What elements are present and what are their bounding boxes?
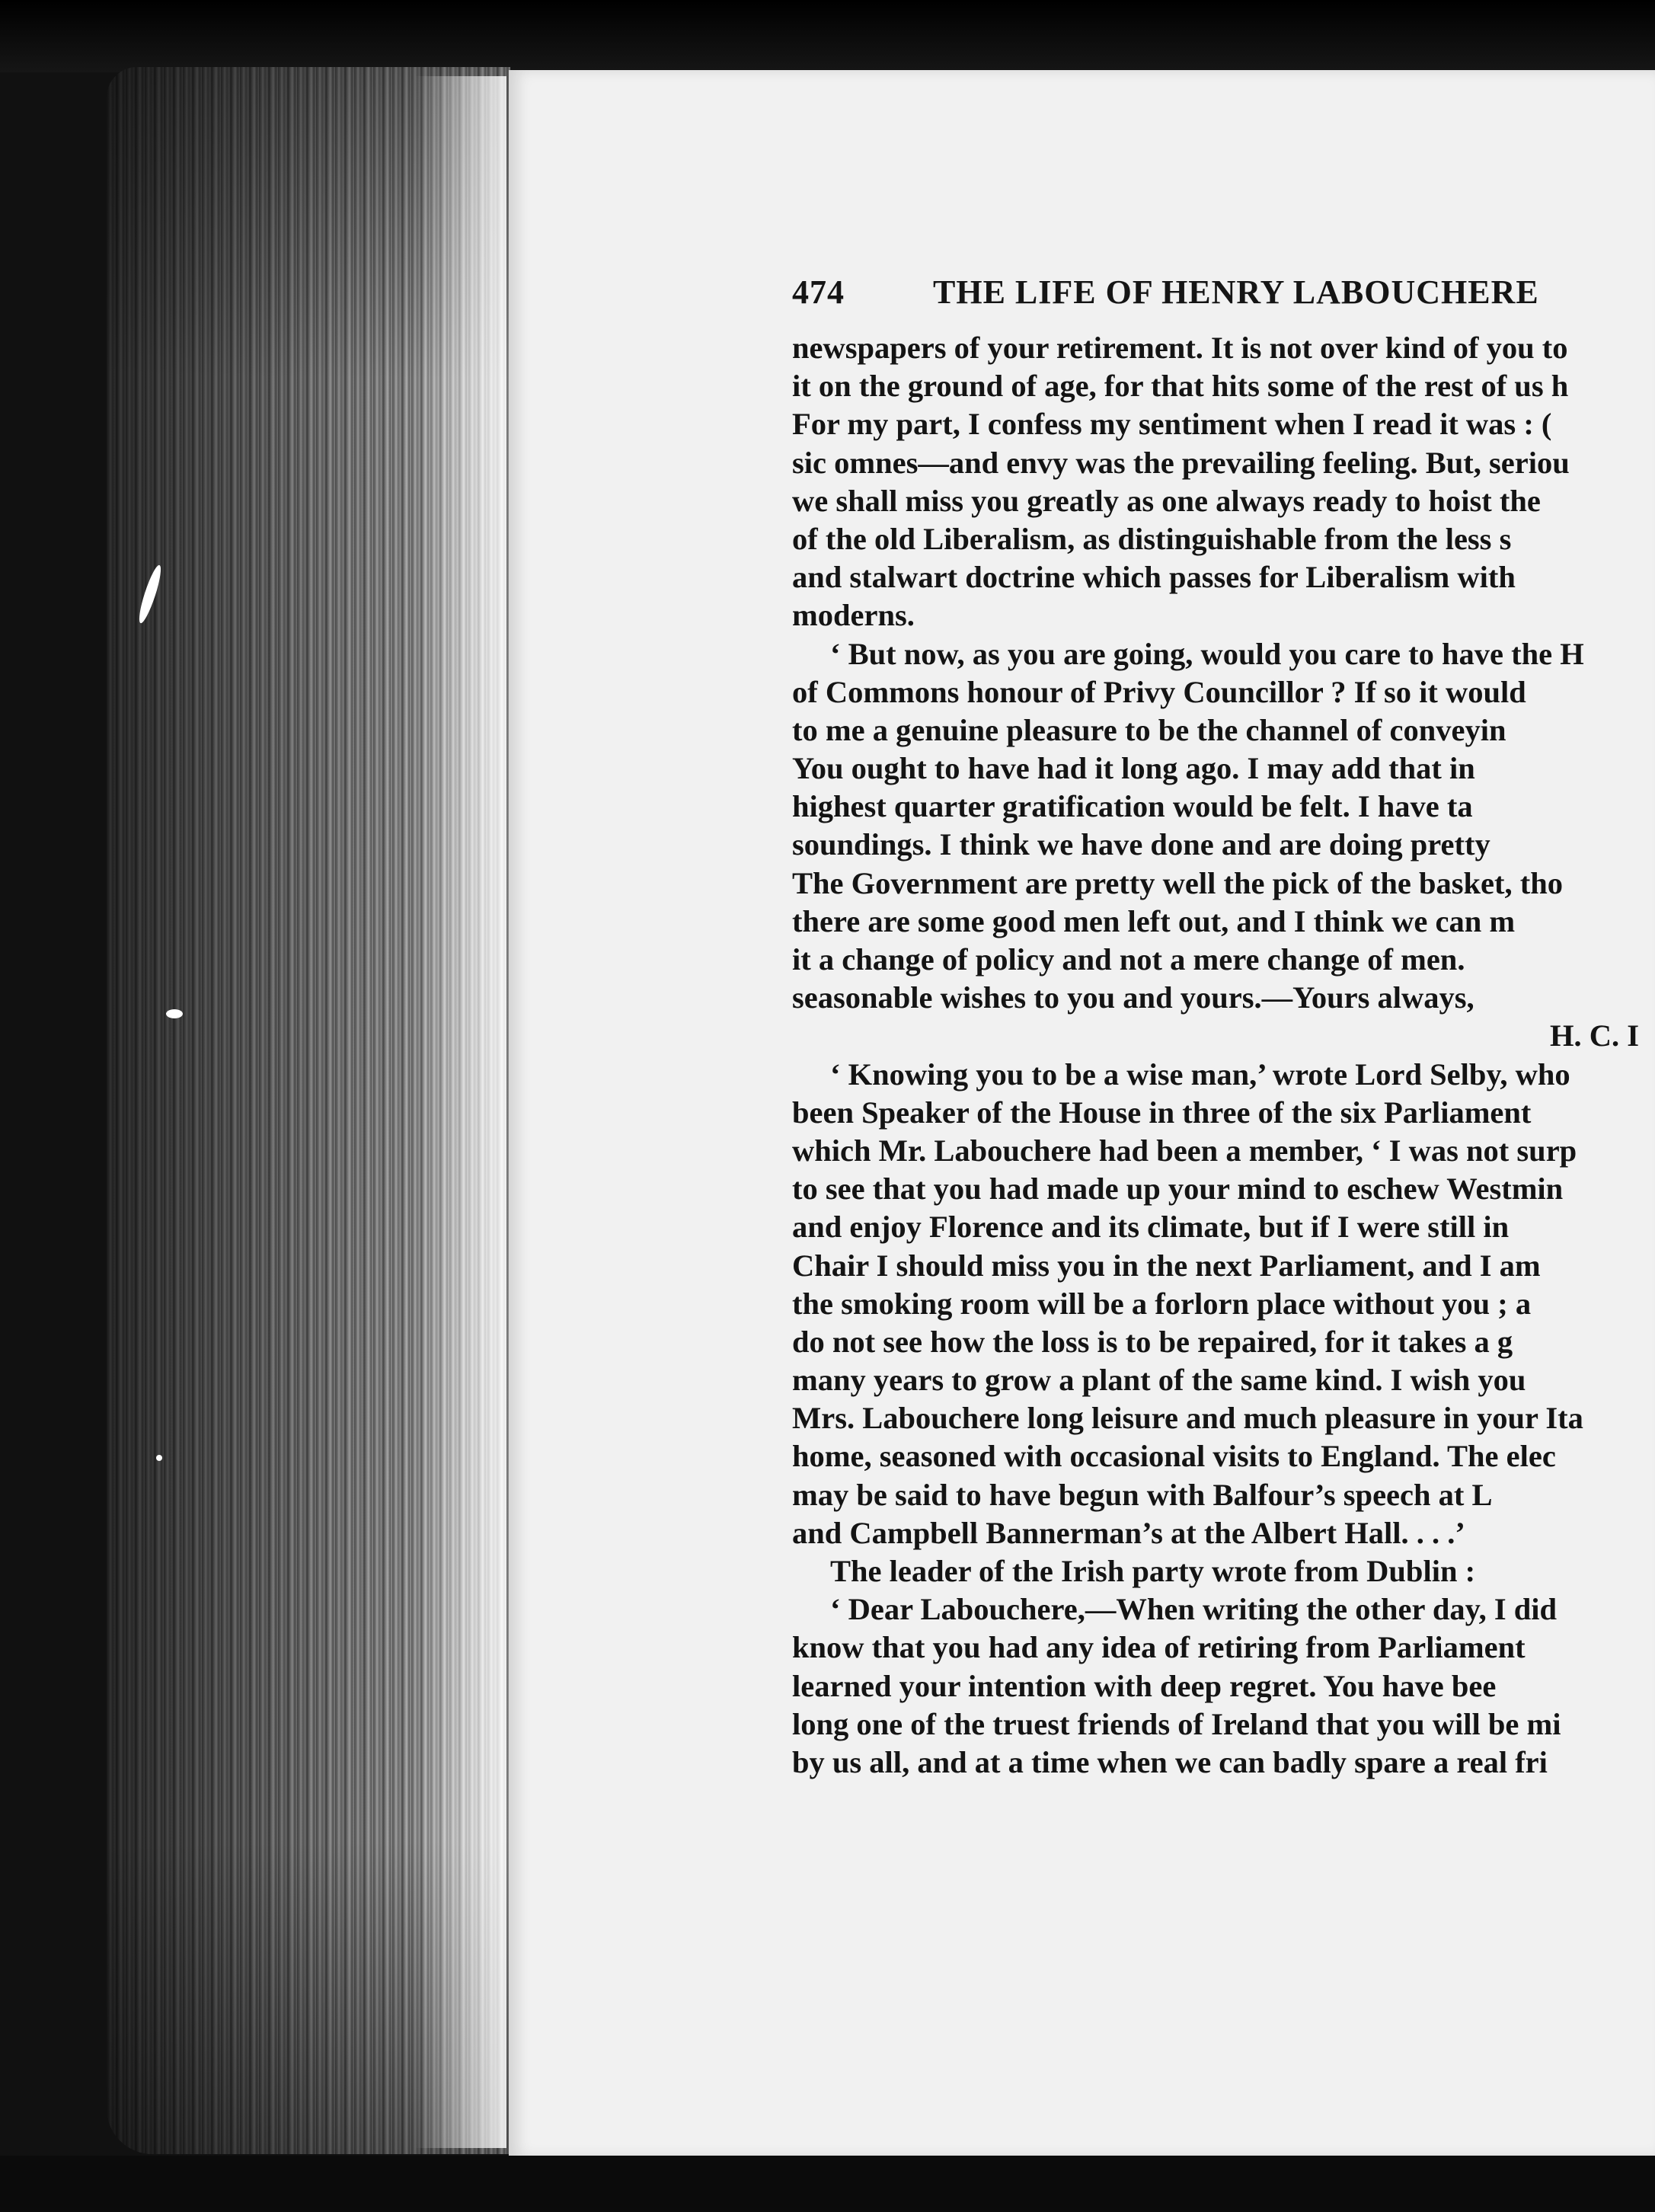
text-line: sic omnes—and envy was the prevailing feeling. But, seriou xyxy=(792,445,1570,480)
text-line: it a change of policy and not a mere change of men. xyxy=(792,942,1465,977)
page-number: 474 xyxy=(792,273,845,311)
text-line: and Campbell Bannerman’s at the Albert Hall. . . .’ xyxy=(792,1515,1465,1550)
text-line: Mrs. Labouchere long leisure and much pleasure in your Ita xyxy=(792,1401,1583,1436)
text-line: by us all, and at a time when we can badly spare a real fri xyxy=(792,1744,1548,1779)
bottom-shadow xyxy=(0,2156,1655,2212)
dust-speck xyxy=(156,1455,162,1461)
body-text xyxy=(792,329,1655,1782)
text-line: The Government are pretty well the pick of the basket, tho xyxy=(792,865,1564,900)
text-line: and stalwart doctrine which passes for Liberalism with xyxy=(792,560,1516,595)
text-line: to see that you had made up your mind to eschew Westmin xyxy=(792,1172,1564,1207)
text-line: may be said to have begun with Balfour’s speech at L xyxy=(792,1477,1493,1512)
text-line: You ought to have had it long ago. I may add that in xyxy=(792,751,1475,786)
running-title: THE LIFE OF HENRY LABOUCHERE xyxy=(933,273,1539,311)
text-line: ‘ Dear Labouchere,—When writing the other day, I did xyxy=(830,1592,1558,1627)
text-line: there are some good men left out, and I think we can m xyxy=(792,903,1516,938)
text-line: For my part, I confess my sentiment when I read it was : ( xyxy=(792,407,1552,442)
text-line: and enjoy Florence and its climate, but if I were still in xyxy=(792,1210,1510,1245)
text-line: long one of the truest friends of Ireland that you will be mi xyxy=(792,1706,1561,1741)
page-edges-highlight xyxy=(415,76,506,2148)
text-line: home, seasoned with occasional visits to England. The elec xyxy=(792,1439,1556,1474)
text-line: highest quarter gratification would be felt. I have ta xyxy=(792,789,1473,824)
text-line: Chair I should miss you in the next Parliament, and I am xyxy=(792,1248,1541,1283)
text-line: seasonable wishes to you and yours.—Yours always, xyxy=(792,980,1474,1015)
text-line: of the old Liberalism, as distinguishable from the less s xyxy=(792,521,1512,556)
text-line: newspapers of your retirement. It is not over kind of you to xyxy=(792,331,1568,365)
text-line: The leader of the Irish party wrote from Dublin : xyxy=(830,1554,1476,1588)
running-head xyxy=(792,273,1655,311)
text-line: which Mr. Labouchere had been a member, ‘ I was not surp xyxy=(792,1133,1577,1168)
top-shadow xyxy=(0,0,1655,72)
dust-speck xyxy=(166,1009,183,1018)
text-line: to me a genuine pleasure to be the channel of conveyin xyxy=(792,712,1506,747)
text-line: of Commons honour of Privy Councillor ? If so it would xyxy=(792,674,1526,709)
text-line: many years to grow a plant of the same kind. I wish you xyxy=(792,1363,1526,1398)
text-line: do not see how the loss is to be repaired, for it takes a g xyxy=(792,1324,1513,1359)
text-line: learned your intention with deep regret. You have bee xyxy=(792,1668,1497,1703)
text-line: soundings. I think we have done and are doing pretty xyxy=(792,827,1490,862)
text-line: been Speaker of the House in three of the six Parliament xyxy=(792,1095,1532,1130)
text-line: moderns. xyxy=(792,598,915,633)
text-line: know that you had any idea of retiring from Parliament xyxy=(792,1630,1526,1665)
text-line: we shall miss you greatly as one always ready to hoist the xyxy=(792,483,1541,518)
text-line: ‘ Knowing you to be a wise man,’ wrote Lord Selby, who xyxy=(830,1056,1570,1092)
signature-line: H. C. I xyxy=(1550,1018,1640,1053)
text-line: ‘ But now, as you are going, would you care to have the H xyxy=(830,636,1584,671)
text-line: the smoking room will be a forlorn place without you ; a xyxy=(792,1286,1532,1321)
text-line: it on the ground of age, for that hits some of the rest of us h xyxy=(792,369,1569,404)
